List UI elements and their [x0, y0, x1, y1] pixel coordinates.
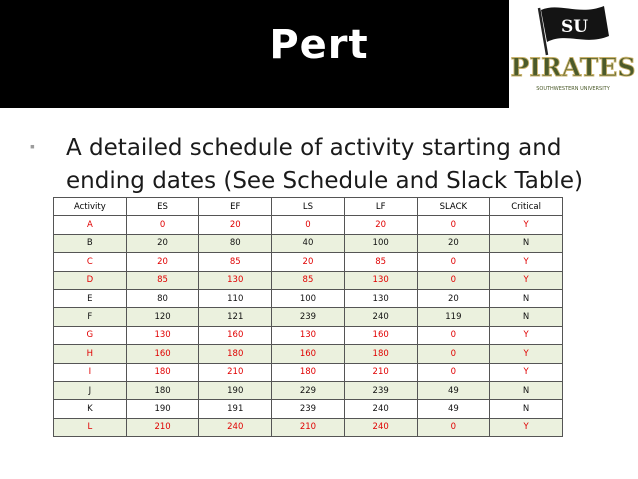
table-cell: 239 — [272, 308, 345, 326]
table-cell: H — [54, 345, 127, 363]
table-cell: 20 — [417, 289, 490, 307]
column-header: EF — [199, 198, 272, 216]
table-cell: 210 — [199, 363, 272, 381]
table-cell: G — [54, 326, 127, 344]
title-bar — [0, 0, 638, 108]
table-cell: 240 — [199, 418, 272, 436]
table-cell: K — [54, 400, 127, 418]
table-cell: 20 — [126, 253, 199, 271]
table-cell: 239 — [344, 381, 417, 399]
table-cell: Y — [490, 216, 563, 234]
table-cell: 130 — [272, 326, 345, 344]
table-cell: 210 — [272, 418, 345, 436]
table-cell: Y — [490, 345, 563, 363]
table-cell: Y — [490, 271, 563, 289]
table-cell: 85 — [344, 253, 417, 271]
table-cell: F — [54, 308, 127, 326]
pirates-logo-graphic — [509, 0, 638, 108]
table-cell: 160 — [199, 326, 272, 344]
table-cell: 239 — [272, 400, 345, 418]
table-cell: 0 — [417, 271, 490, 289]
table-row — [54, 326, 563, 344]
table-cell: 0 — [417, 216, 490, 234]
table-header-row — [54, 198, 563, 216]
table-cell: 229 — [272, 381, 345, 399]
logo-wordmark: PIRATES — [510, 53, 636, 82]
table-cell: D — [54, 271, 127, 289]
table-cell: 0 — [417, 345, 490, 363]
column-header: LF — [344, 198, 417, 216]
table-cell: 180 — [199, 345, 272, 363]
column-header: Critical — [490, 198, 563, 216]
table-cell: J — [54, 381, 127, 399]
table-cell: C — [54, 253, 127, 271]
table-row — [54, 345, 563, 363]
table-cell: 110 — [199, 289, 272, 307]
flag-monogram: SU — [561, 17, 589, 37]
logo-subtext: SOUTHWESTERN UNIVERSITY — [536, 86, 610, 92]
column-header: SLACK — [417, 198, 490, 216]
table-row — [54, 271, 563, 289]
table-cell: 130 — [344, 271, 417, 289]
table-cell: 190 — [126, 400, 199, 418]
table-cell: 240 — [344, 418, 417, 436]
table-cell: 20 — [126, 234, 199, 252]
table-cell: A — [54, 216, 127, 234]
table-cell: B — [54, 234, 127, 252]
table-cell: Y — [490, 253, 563, 271]
table-cell: 100 — [344, 234, 417, 252]
bullet-text: A detailed schedule of activity starting and ending dates (See Schedule and Slack Table) — [66, 135, 583, 194]
table-row — [54, 418, 563, 436]
table-cell: 130 — [126, 326, 199, 344]
table-row — [54, 216, 563, 234]
slide-title: Pert — [269, 22, 369, 68]
table-cell: 119 — [417, 308, 490, 326]
table-cell: 160 — [272, 345, 345, 363]
table-cell: 120 — [126, 308, 199, 326]
table-cell: N — [490, 400, 563, 418]
table-cell: 49 — [417, 381, 490, 399]
table-cell: 80 — [199, 234, 272, 252]
table-cell: 0 — [417, 253, 490, 271]
table-cell: E — [54, 289, 127, 307]
table-cell: Y — [490, 418, 563, 436]
table-cell: N — [490, 308, 563, 326]
table-row — [54, 308, 563, 326]
table-cell: 0 — [417, 326, 490, 344]
column-header: LS — [272, 198, 345, 216]
table-cell: 121 — [199, 308, 272, 326]
pirates-logo — [509, 0, 638, 108]
table-cell: 180 — [344, 345, 417, 363]
table-cell: 0 — [417, 418, 490, 436]
table-cell: 100 — [272, 289, 345, 307]
table-cell: 210 — [126, 418, 199, 436]
table-cell: 20 — [272, 253, 345, 271]
table-cell: Y — [490, 363, 563, 381]
table-cell: 130 — [199, 271, 272, 289]
table-cell: N — [490, 234, 563, 252]
table-body — [54, 216, 563, 437]
table-cell: 85 — [126, 271, 199, 289]
table-cell: N — [490, 381, 563, 399]
table-cell: Y — [490, 326, 563, 344]
table-cell: 190 — [199, 381, 272, 399]
table-cell: 180 — [126, 363, 199, 381]
table-cell: 49 — [417, 400, 490, 418]
table-cell: 210 — [344, 363, 417, 381]
table-cell: 0 — [126, 216, 199, 234]
table-row — [54, 234, 563, 252]
table-cell: 40 — [272, 234, 345, 252]
column-header: ES — [126, 198, 199, 216]
table-cell: 20 — [417, 234, 490, 252]
table-cell: 0 — [417, 363, 490, 381]
table-cell: 80 — [126, 289, 199, 307]
table-cell: 160 — [344, 326, 417, 344]
table-cell: 85 — [272, 271, 345, 289]
table-row — [54, 400, 563, 418]
table-cell: 160 — [126, 345, 199, 363]
table-cell: 85 — [199, 253, 272, 271]
table-cell: 191 — [199, 400, 272, 418]
schedule-slack-table — [53, 197, 563, 437]
table-cell: 240 — [344, 400, 417, 418]
table-row — [54, 381, 563, 399]
table-cell: N — [490, 289, 563, 307]
table-cell: 20 — [199, 216, 272, 234]
table-cell: L — [54, 418, 127, 436]
square-bullet-icon: ▪ — [30, 138, 35, 154]
table-cell: 180 — [272, 363, 345, 381]
table-cell: I — [54, 363, 127, 381]
table-row — [54, 363, 563, 381]
table-cell: 0 — [272, 216, 345, 234]
column-header: Activity — [54, 198, 127, 216]
table-cell: 240 — [344, 308, 417, 326]
table-row — [54, 289, 563, 307]
table-cell: 130 — [344, 289, 417, 307]
table-cell: 20 — [344, 216, 417, 234]
table-cell: 180 — [126, 381, 199, 399]
table-row — [54, 253, 563, 271]
